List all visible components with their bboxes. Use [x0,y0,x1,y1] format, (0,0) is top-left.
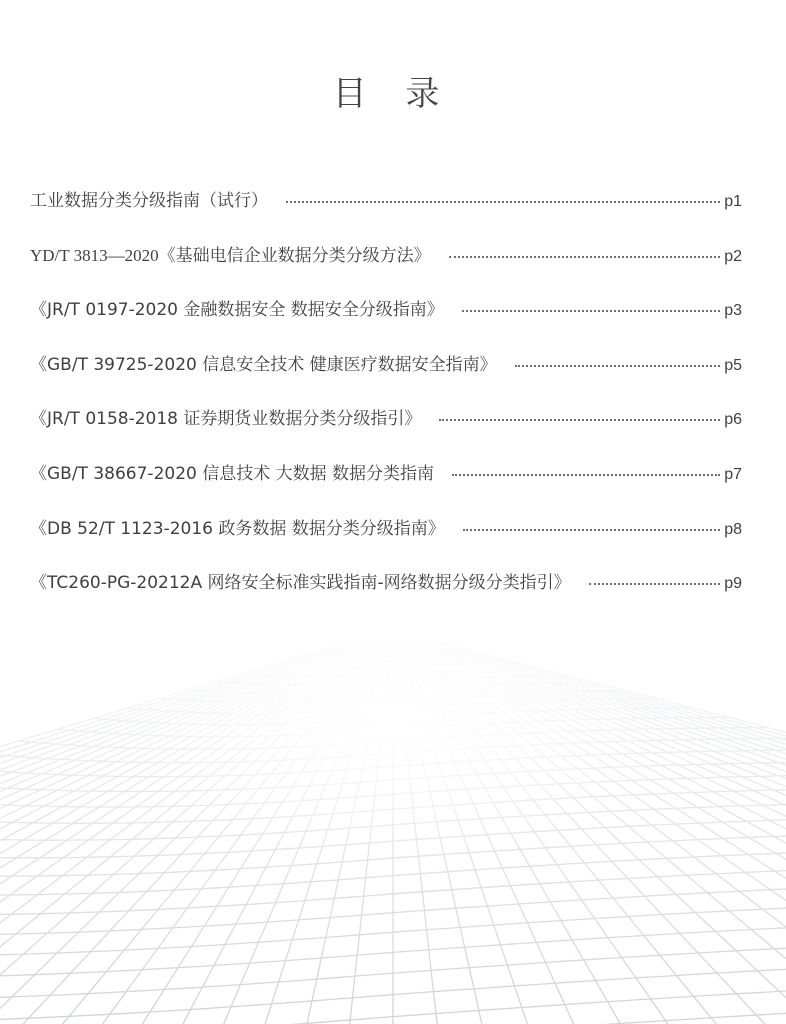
toc-leader-dots [589,582,721,585]
perspective-grid-wave-icon [0,620,786,1024]
toc-entry-title: 《TC260-PG-20212A 网络安全标准实践指南-网络数据分级分类指引》 [30,573,571,594]
toc-entry-page: p7 [724,465,742,483]
toc-entry-5[interactable] [30,404,742,459]
toc-entry-title: 工业数据分类分级指南（试行） [30,191,268,211]
toc-leader-dots [462,309,720,312]
toc-leader-dots [449,255,721,258]
toc-entry-4[interactable] [30,350,742,405]
toc-entry-page: p6 [724,411,742,429]
toc-entry-page: p2 [724,247,742,265]
toc-entry-title: 《GB/T 39725-2020 信息安全技术 健康医疗数据安全指南》 [30,354,497,375]
toc-leader-dots [515,364,721,367]
toc-entry-title: 《DB 52/T 1123-2016 政务数据 数据分类分级指南》 [30,518,445,539]
page-title: 目 录 [332,74,454,114]
toc-entry-7[interactable] [30,514,742,569]
toc-entry-2[interactable] [30,241,742,296]
toc-entry-6[interactable] [30,459,742,514]
toc-entry-title: 《JR/T 0158-2018 证券期货业数据分类分级指引》 [30,409,422,430]
table-of-contents [30,186,742,623]
toc-leader-dots [463,528,720,531]
toc-entry-1[interactable] [30,186,742,241]
toc-leader-dots [452,473,720,476]
toc-leader-dots [439,418,720,421]
toc-entry-page: p1 [724,193,742,210]
toc-entry-page: p5 [724,356,742,374]
toc-entry-title: 《JR/T 0197-2020 金融数据安全 数据安全分级指南》 [30,300,444,321]
toc-entry-3[interactable] [30,295,742,350]
toc-entry-page: p9 [724,575,742,593]
toc-entry-page: p8 [724,520,742,538]
toc-entry-title: 《GB/T 38667-2020 信息技术 大数据 数据分类指南 [30,463,435,484]
toc-leader-dots [286,200,720,203]
toc-entry-8[interactable] [30,568,742,623]
toc-entry-page: p3 [724,302,742,320]
toc-entry-title: YD/T 3813—2020《基础电信企业数据分类分级方法》 [30,245,431,265]
